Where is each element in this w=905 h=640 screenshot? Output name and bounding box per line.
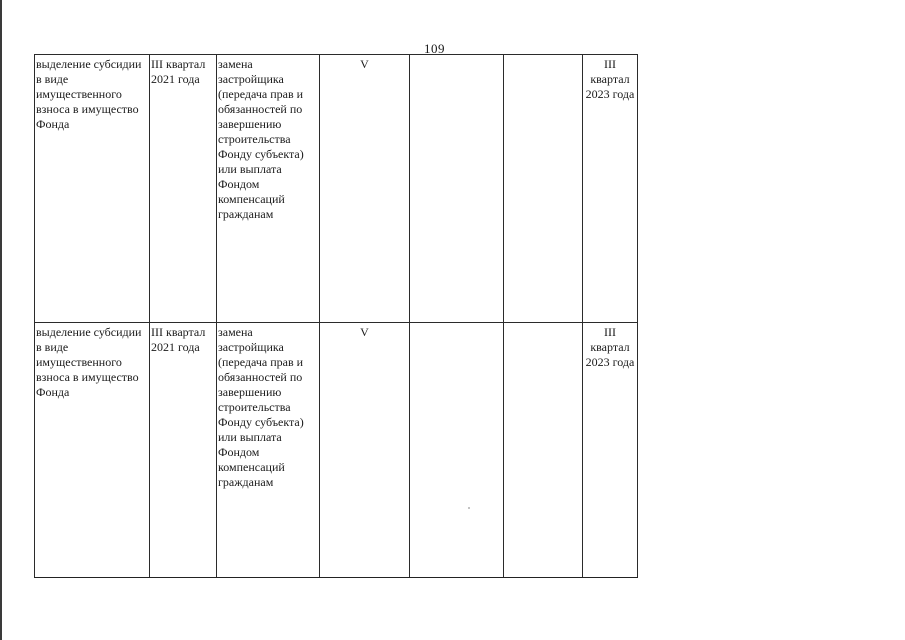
cell-end-date: III квартал 2023 года [583, 323, 638, 578]
table-row [35, 55, 638, 323]
cell-start-date: III квартал 2021 года [150, 55, 217, 323]
cell-mark: V [320, 55, 410, 323]
document-table [34, 54, 638, 578]
cell-empty [410, 55, 504, 323]
cell-result: замена застройщика (передача прав и обязанностей по завершению строительства Фонду субъекта) или выплата Фондом компенсаций гражданам [217, 55, 320, 323]
page-left-edge [0, 0, 2, 640]
page-number: 109 [424, 41, 445, 56]
cell-end-date: III квартал 2023 года [583, 55, 638, 323]
scan-speck [468, 507, 470, 509]
cell-result: замена застройщика (передача прав и обязанностей по завершению строительства Фонду субъекта) или выплата Фондом компенсаций гражданам [217, 323, 320, 578]
cell-mark: V [320, 323, 410, 578]
cell-empty [504, 323, 583, 578]
cell-start-date: III квартал 2021 года [150, 323, 217, 578]
table-row [35, 323, 638, 578]
cell-action: выделение субсидии в виде имущественного взноса в имущество Фонда [35, 323, 150, 578]
cell-empty [504, 55, 583, 323]
cell-empty [410, 323, 504, 578]
cell-action: выделение субсидии в виде имущественного взноса в имущество Фонда [35, 55, 150, 323]
